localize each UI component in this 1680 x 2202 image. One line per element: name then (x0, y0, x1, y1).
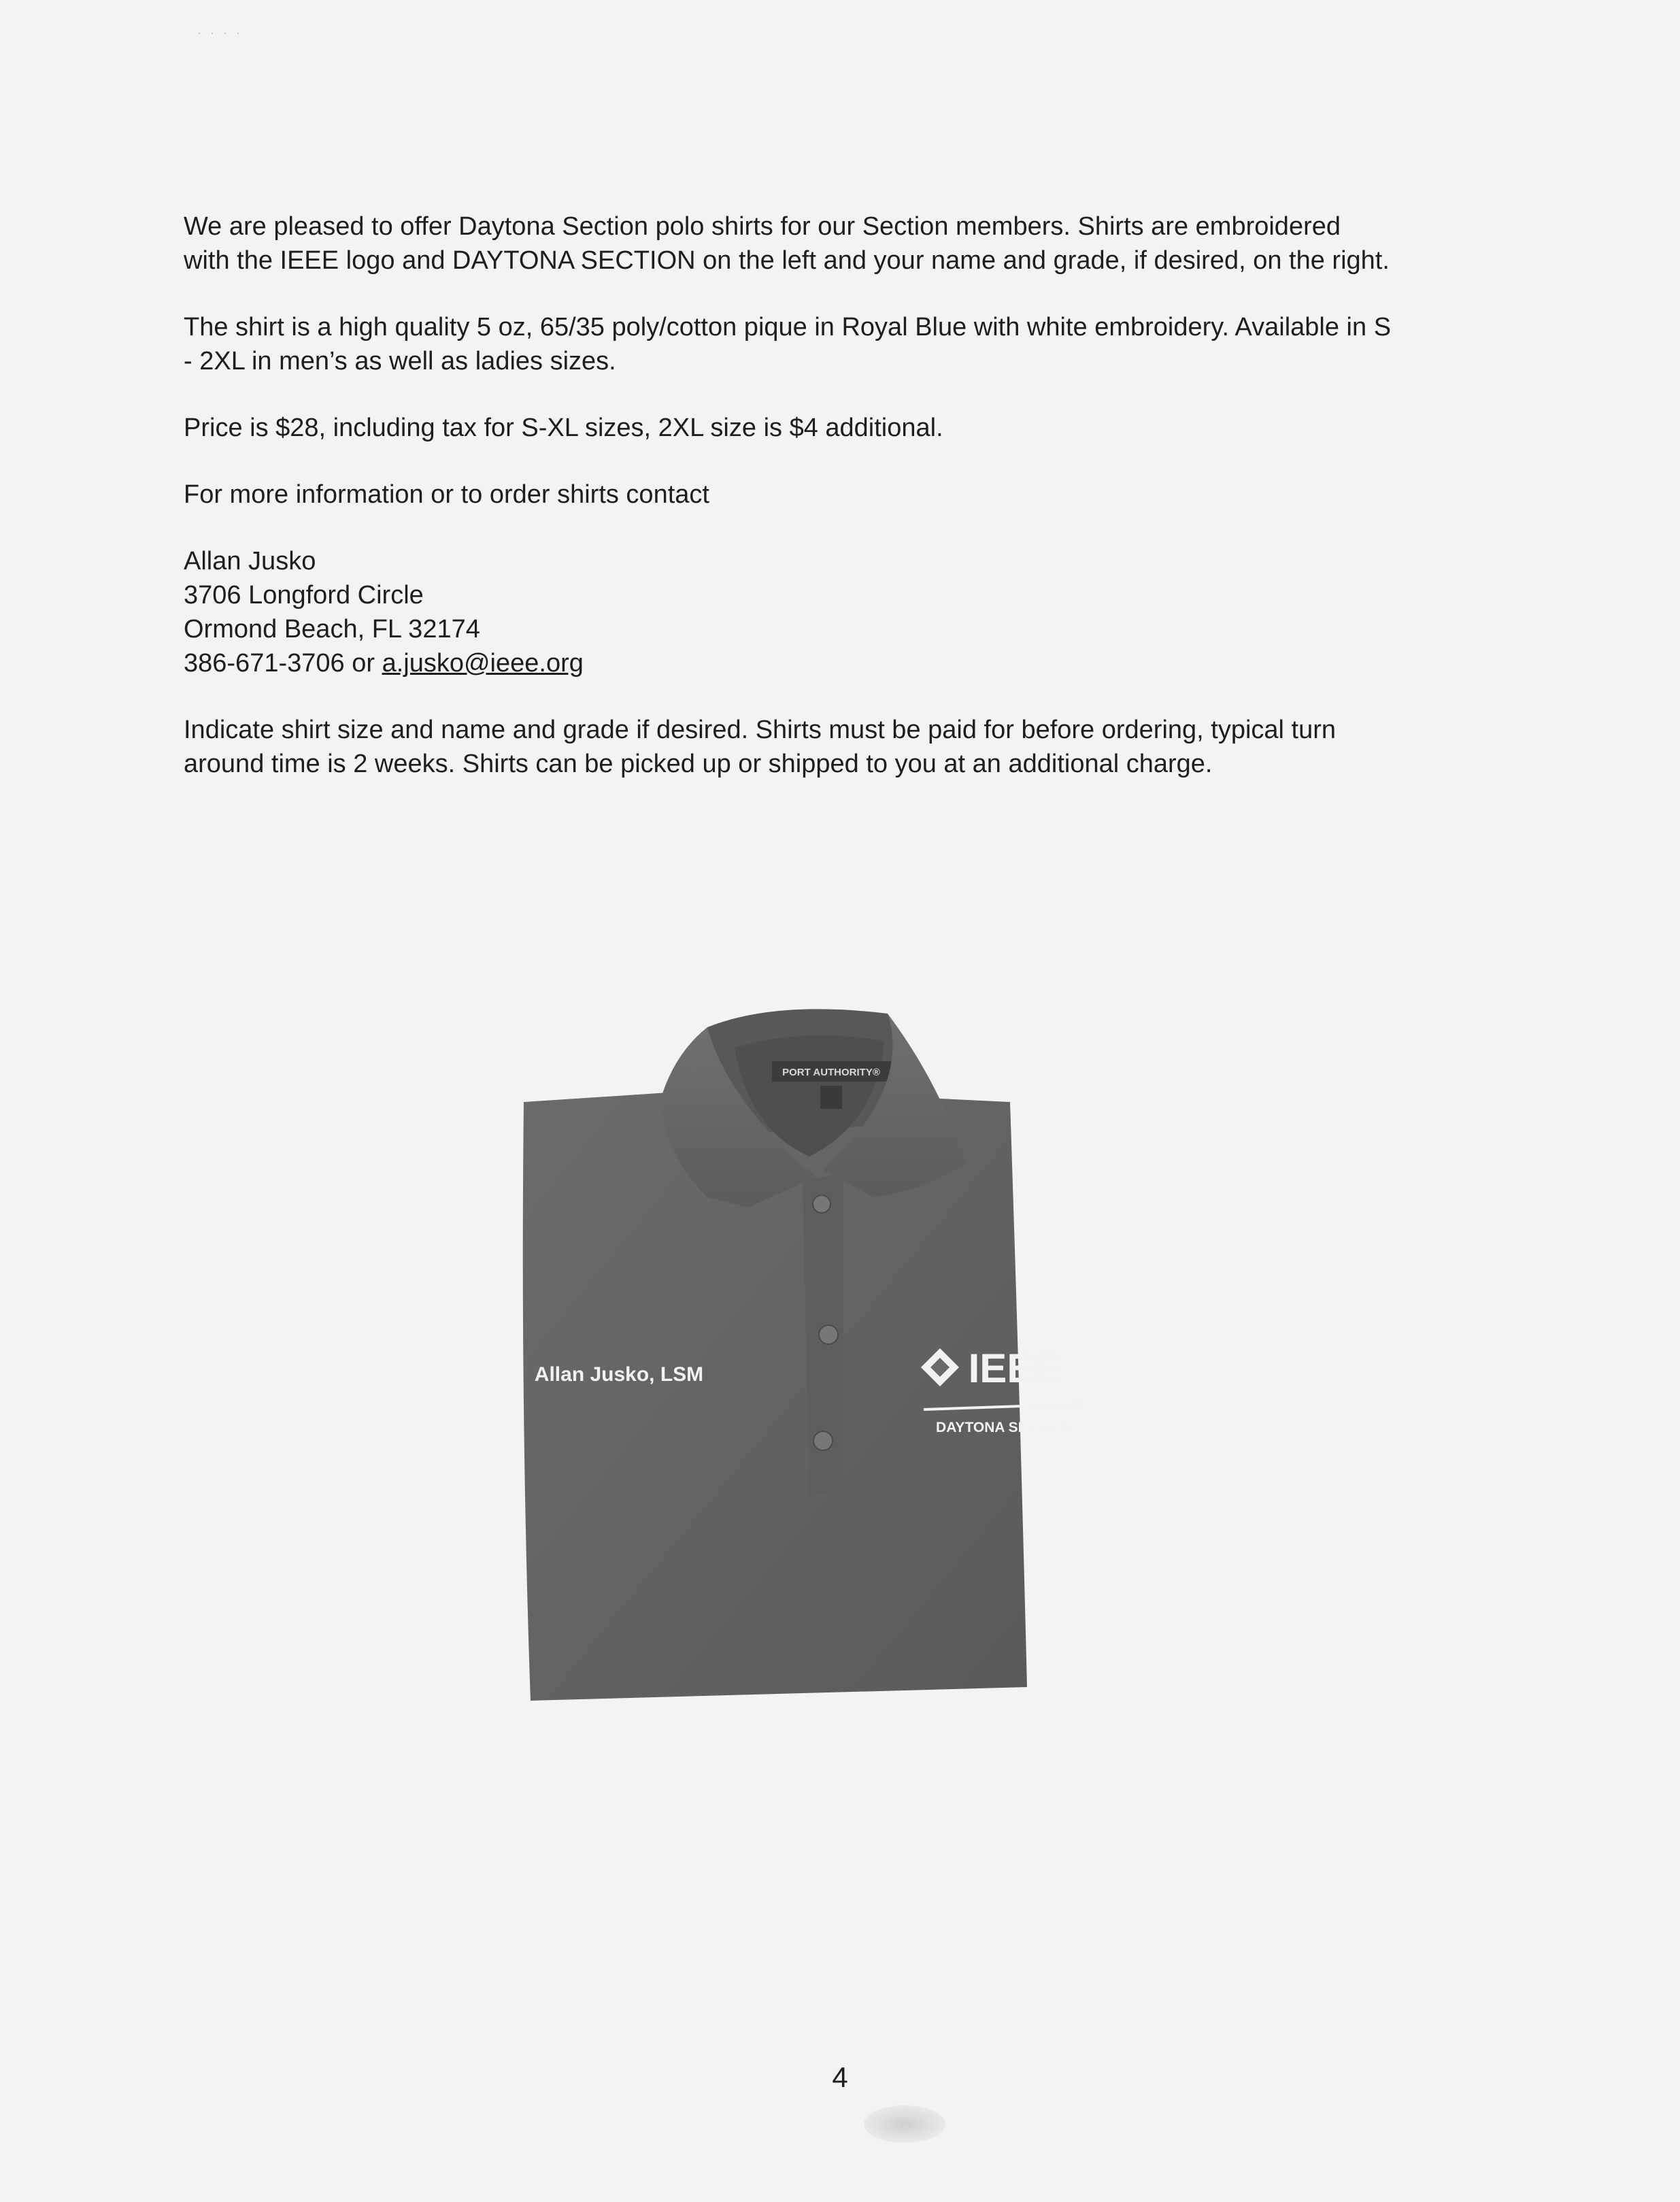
brand-label-text: PORT AUTHORITY® (782, 1067, 880, 1078)
contact-name: Allan Jusko (184, 547, 316, 575)
ordering-line-2: around time is 2 weeks. Shirts can be picked up or shipped to you at an additional charge. (184, 750, 1213, 778)
intro-line-2: with the IEEE logo and DAYTONA SECTION on the left and your name and grade, if desired, on the right. (184, 246, 1390, 275)
description-paragraph (184, 310, 1544, 378)
shirt-button (813, 1195, 830, 1213)
description-line-2: - 2XL in men’s as well as ladies sizes. (184, 347, 616, 376)
ordering-paragraph (184, 713, 1544, 781)
contact-intro-line: For more information or to order shirts contact (184, 480, 709, 509)
shirt-button (813, 1431, 833, 1450)
ordering-line-1: Indicate shirt size and name and grade if desired. Shirts must be paid for before ordering, typical turn (184, 716, 1337, 744)
price-paragraph (184, 411, 1544, 445)
size-tag (820, 1086, 842, 1109)
intro-line-1: We are pleased to offer Daytona Section polo shirts for our Section members. Shirts are embroidered (184, 212, 1341, 241)
ieee-logo-text: IEEE (968, 1346, 1062, 1391)
contact-phone-email (184, 646, 1544, 680)
polo-shirt-photo (503, 1000, 1238, 1721)
scan-artifact: · · · · (197, 26, 243, 39)
section-text: DAYTONA SECTION (936, 1420, 1072, 1435)
embroidered-name: Allan Jusko, LSM (534, 1363, 704, 1386)
contact-address (184, 544, 1544, 680)
ieee-logo (921, 1346, 1061, 1391)
body-text (184, 210, 1544, 814)
contact-city: Ormond Beach, FL 32174 (184, 615, 480, 644)
contact-phone: 386-671-3706 or (184, 649, 382, 678)
contact-email-link[interactable]: a.jusko@ieee.org (382, 649, 584, 678)
page-number: 4 (832, 2061, 848, 2093)
intro-paragraph (184, 210, 1544, 278)
contact-intro-paragraph (184, 478, 1544, 512)
scan-smudge (864, 2105, 945, 2143)
description-line-1: The shirt is a high quality 5 oz, 65/35 poly/cotton pique in Royal Blue with white embroidery. Available in S (184, 313, 1392, 341)
price-line: Price is $28, including tax for S-XL sizes, 2XL size is $4 additional. (184, 414, 943, 442)
contact-street: 3706 Longford Circle (184, 581, 424, 610)
shirt-button (819, 1325, 838, 1344)
